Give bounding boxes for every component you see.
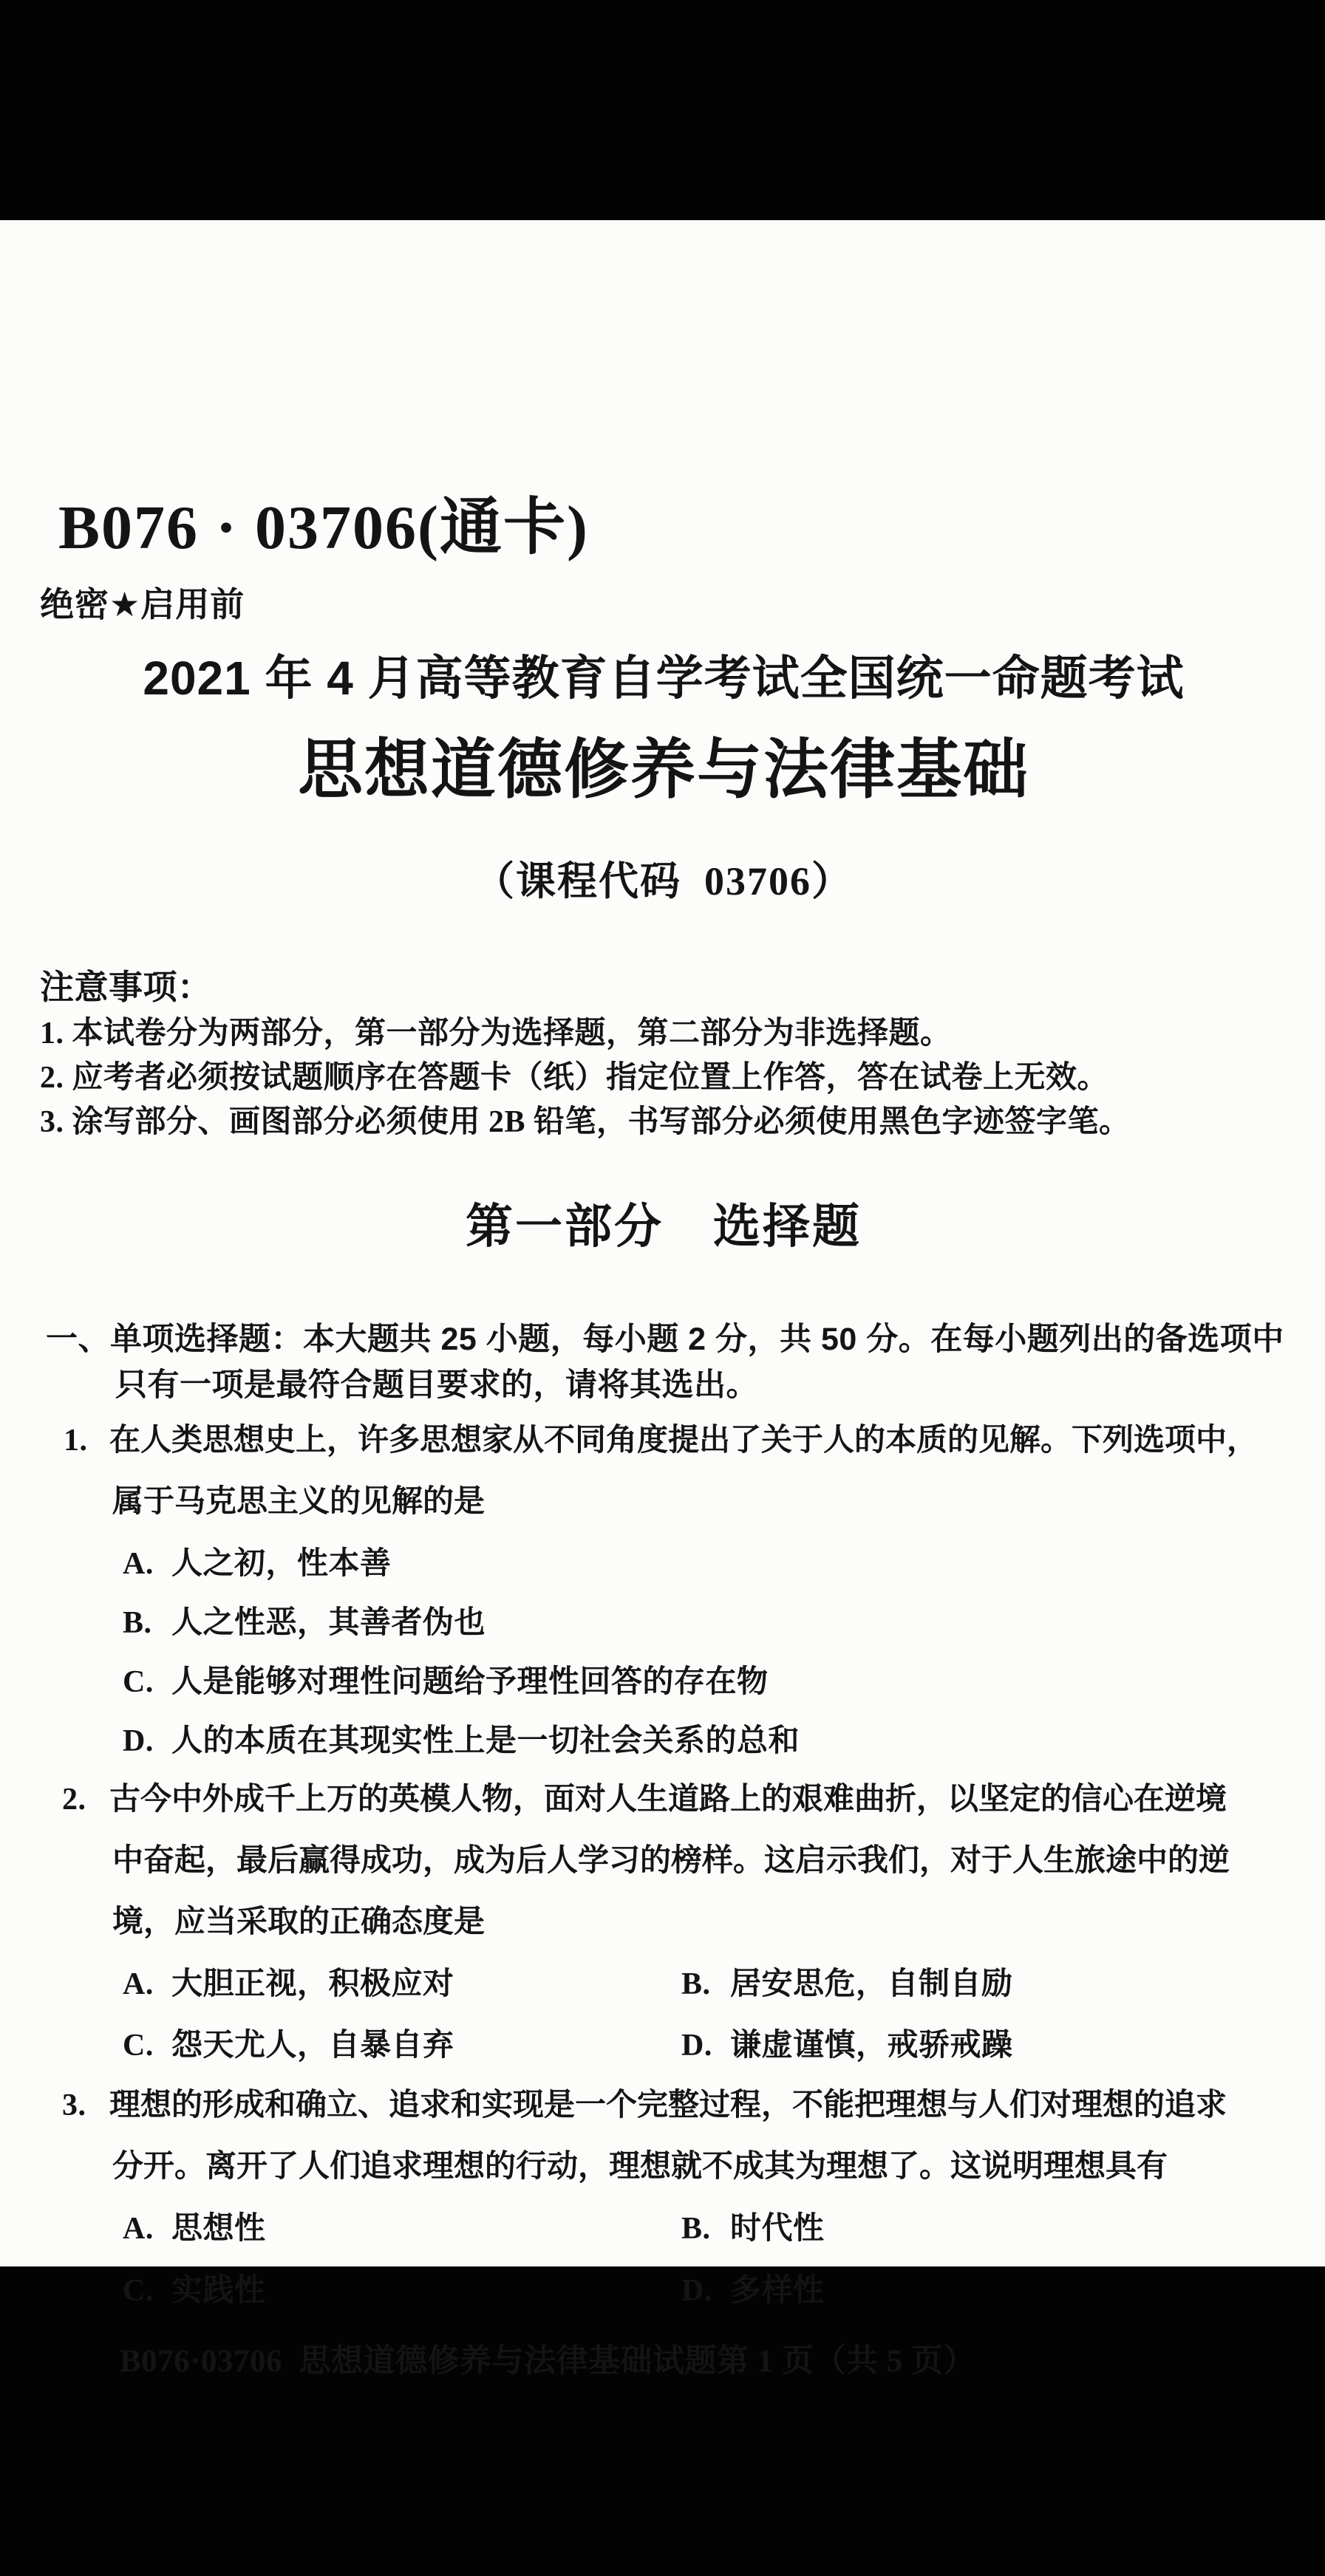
option-d-label: D. [123,1724,154,1758]
option-c-text: 实践性 [171,2274,266,2308]
option-a-text: 思想性 [171,2212,266,2246]
note-item-3: 3. 涂写部分、画图部分必须使用 2B 铅笔，书写部分必须使用黑色字迹签字笔。 [40,1105,1131,1139]
option-b-text: 时代性 [730,2212,825,2246]
note-item-1: 1. 本试卷分为两部分，第一部分为选择题，第二部分为非选择题。 [40,1017,952,1050]
option-d-label: D. [681,2029,712,2063]
question-2-stem-line-1: 古今中外成千上万的英模人物，面对人生道路上的艰难曲折，以坚定的信心在逆境 [109,1783,1227,1817]
section-intro-line-2: 只有一项是最符合题目要求的，请将其选出。 [115,1367,758,1403]
option-d-label: D. [681,2274,712,2308]
option-a-label: A. [123,1967,154,2001]
question-2-stem-line-2: 中奋起，最后赢得成功，成为后人学习的榜样。这启示我们，对于人生旅途中的逆 [112,1844,1230,1878]
option-c-label: C. [123,1665,154,1699]
option-c-text: 怨天尤人，自暴自弃 [171,2029,454,2063]
option-b-text: 人之性恶，其善者伪也 [171,1606,486,1640]
option-b-label: B. [681,1967,711,2001]
option-a-text: 大胆正视，积极应对 [171,1967,454,2001]
option-a-text: 人之初，性本善 [171,1547,392,1581]
option-c-label: C. [123,2029,154,2063]
question-1-option-b [123,1607,486,1640]
question-3-number: 3. [62,2088,86,2122]
question-2-option-c [123,2029,454,2063]
exam-subject-title: 思想道德修养与法律基础 [297,733,1029,806]
course-code: （课程代码 03706） [474,859,853,903]
option-b-label: B. [681,2212,711,2246]
note-item-2: 2. 应考者必须按试题顺序在答题卡（纸）指定位置上作答，答在试卷上无效。 [40,1061,1109,1095]
secrecy-notice: 绝密★启用前 [40,585,245,623]
question-3-option-d [681,2275,825,2308]
option-a-label: A. [123,2212,154,2246]
question-1-option-a [123,1548,392,1581]
question-2-option-a [123,1968,454,2001]
notes-heading: 注意事项： [40,968,212,1006]
question-3-option-c [123,2275,266,2308]
question-2-option-d [681,2029,1013,2063]
question-1-stem-line-2: 属于马克思主义的见解的是 [112,1485,486,1519]
question-3-stem-line-2: 分开。离开了人们追求理想的行动，理想就不成其为理想了。这说明理想具有 [112,2150,1168,2184]
question-3-stem-line-1: 理想的形成和确立、追求和实现是一个完整过程，不能把理想与人们对理想的追求 [109,2088,1227,2122]
scanner-black-band-bottom [0,2266,1325,2576]
question-3-option-a [123,2213,266,2246]
option-d-text: 人的本质在其现实性上是一切社会关系的总和 [171,1724,800,1758]
question-1-option-d [123,1725,800,1758]
paper-code-header: B076 · 03706(通卡) [58,493,589,562]
option-d-text: 谦虚谨慎，戒骄戒躁 [730,2029,1013,2063]
section-intro-line-1: 一、单项选择题：本大题共 25 小题，每小题 2 分，共 50 分。在每小题列出的备选项中 [46,1322,1284,1357]
question-1-option-c [123,1666,769,1699]
option-b-text: 居安思危，自制自励 [730,1967,1013,2001]
exam-session-title: 2021 年 4 月高等教育自学考试全国统一命题考试 [143,652,1185,705]
question-1-number: 1. [64,1424,88,1458]
option-a-label: A. [123,1547,154,1581]
option-b-label: B. [123,1606,152,1640]
option-c-text: 人是能够对理性问题给予理性回答的存在物 [171,1665,769,1699]
question-1-stem-line-1: 在人类思想史上，许多思想家从不同角度提出了关于人的本质的见解。下列选项中， [109,1424,1258,1458]
scanner-black-band-top [0,0,1325,220]
option-d-text: 多样性 [730,2274,825,2308]
part-one-title: 第一部分 选择题 [466,1200,862,1253]
paper-sheet [0,220,1325,2379]
page-footer: B076·03706 思想道德修养与法律基础试题第 1 页（共 5 页） [120,2344,976,2379]
question-2-number: 2. [62,1783,86,1817]
question-3-option-b [681,2213,825,2246]
option-c-label: C. [123,2274,154,2308]
question-2-option-b [681,1968,1013,2001]
question-2-stem-line-3: 境，应当采取的正确态度是 [112,1905,486,1939]
